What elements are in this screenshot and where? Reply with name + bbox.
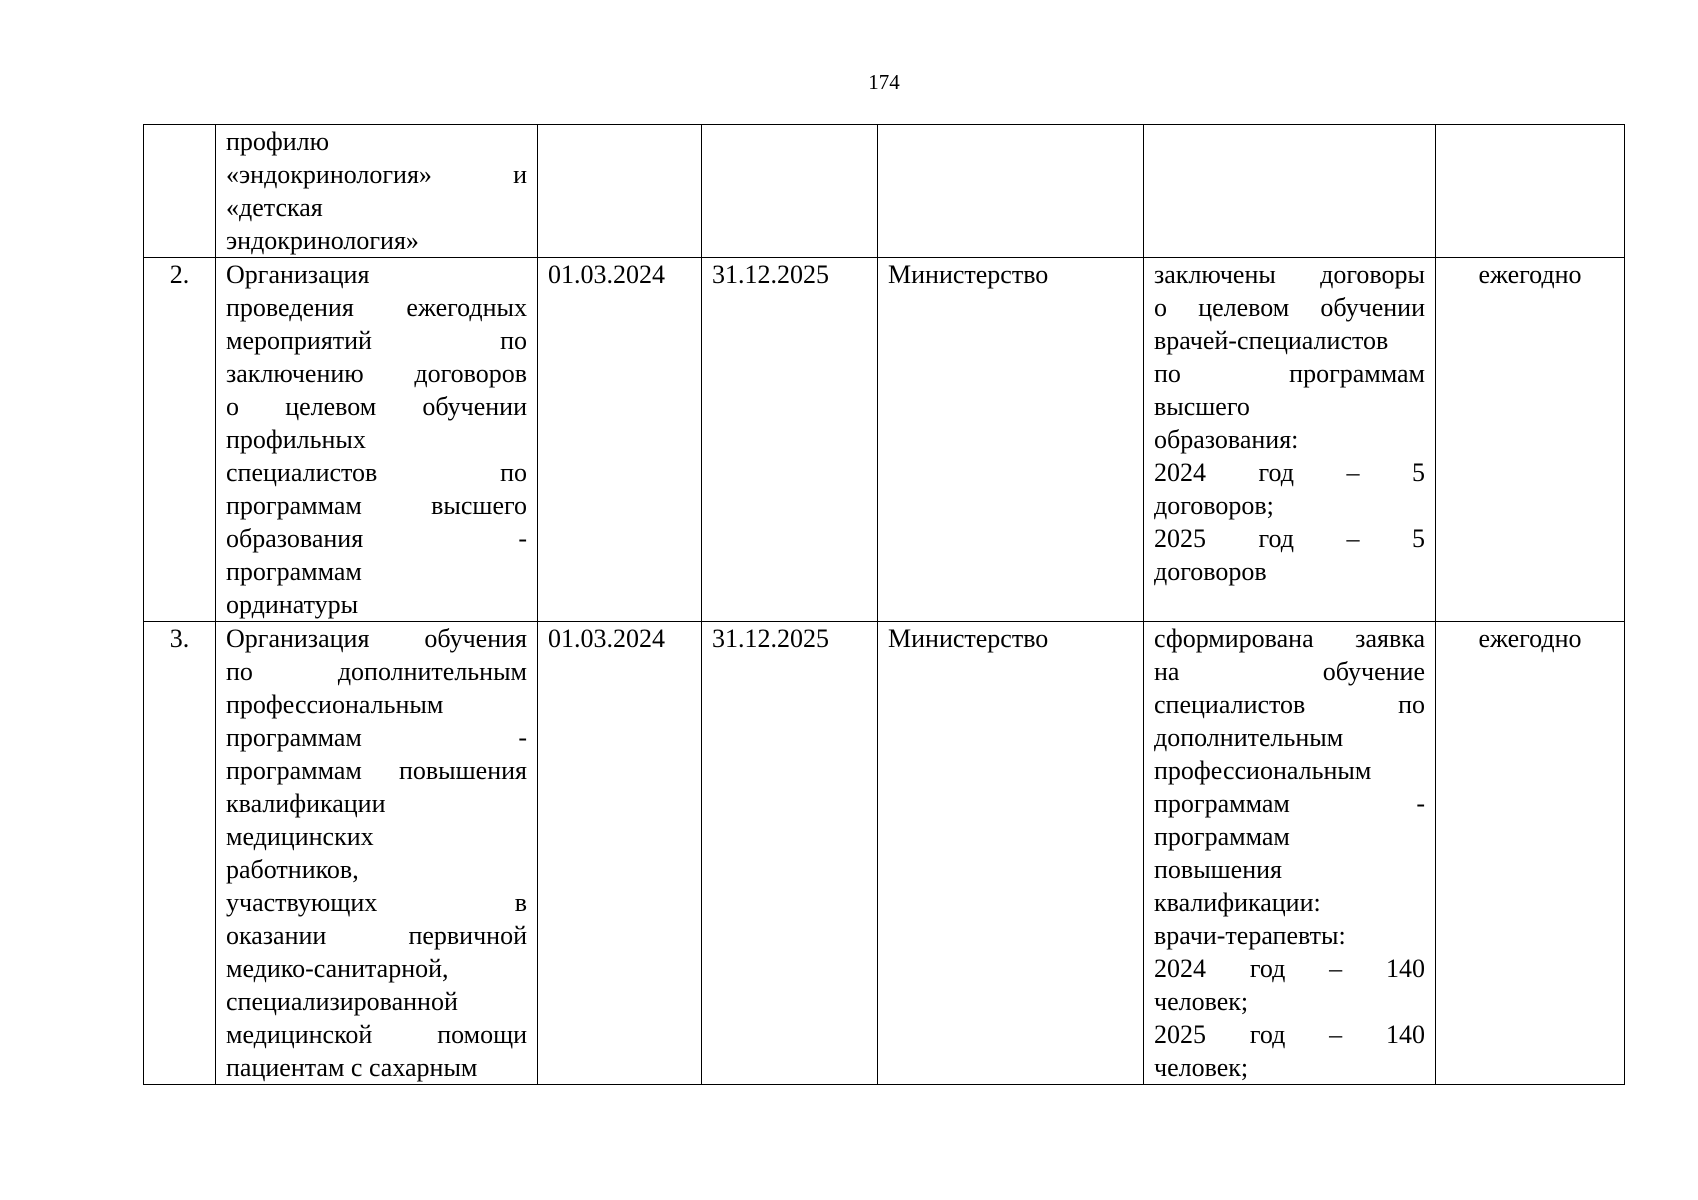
activity-description-line: Организация xyxy=(226,260,370,289)
row-number-cell xyxy=(144,125,216,258)
activity-description-line: образования - xyxy=(226,524,527,553)
activity-description-line: программам - xyxy=(226,723,527,752)
activity-description-cell xyxy=(216,125,538,258)
activity-description-line: по дополнительным xyxy=(226,657,527,686)
activity-description-line: эндокринология» xyxy=(226,226,419,255)
expected-result-line: программам - xyxy=(1154,789,1425,818)
expected-result-line: договоров; xyxy=(1154,491,1274,520)
page-number: 174 xyxy=(868,70,900,94)
expected-result-line: 2024 год – 140 xyxy=(1154,954,1425,983)
expected-result-line: специалистов по xyxy=(1154,690,1425,719)
start-date-cell: 01.03.2024 xyxy=(538,622,702,1085)
row-number-cell: 3. xyxy=(144,622,216,1085)
activity-description-cell xyxy=(216,622,538,1085)
activity-description-line: медицинской помощи xyxy=(226,1020,527,1049)
expected-result-line: 2025 год – 140 xyxy=(1154,1020,1425,1049)
activity-description-line: специалистов по xyxy=(226,458,527,487)
executor-cell xyxy=(878,125,1144,258)
activity-description-line: профильных xyxy=(226,425,366,454)
expected-result-line: человек; xyxy=(1154,987,1249,1016)
executor-cell: Министерство xyxy=(878,258,1144,622)
activity-description-line: медицинских xyxy=(226,822,374,851)
expected-result-line: образования: xyxy=(1154,425,1299,454)
row-number-cell: 2. xyxy=(144,258,216,622)
end-date-cell: 31.12.2025 xyxy=(702,258,878,622)
expected-result-line: по программам xyxy=(1154,359,1425,388)
expected-result-line: о целевом обучении xyxy=(1154,293,1425,322)
executor-cell: Министерство xyxy=(878,622,1144,1085)
table-row xyxy=(144,258,1625,622)
activity-description-line: проведения ежегодных xyxy=(226,293,527,322)
activity-description-line: мероприятий по xyxy=(226,326,527,355)
start-date-cell xyxy=(538,125,702,258)
expected-result-line: договоров xyxy=(1154,557,1267,586)
activity-description-line: профессиональным xyxy=(226,690,444,719)
expected-result-cell xyxy=(1144,622,1436,1085)
expected-result-line: квалификации: xyxy=(1154,888,1321,917)
table-row xyxy=(144,125,1625,258)
expected-result-line: человек; xyxy=(1154,1053,1249,1082)
table-row xyxy=(144,622,1625,1085)
expected-result-line: 2025 год – 5 xyxy=(1154,524,1425,553)
activity-description-line: ординатуры xyxy=(226,590,359,619)
frequency-cell: ежегодно xyxy=(1436,258,1625,622)
frequency-cell xyxy=(1436,125,1625,258)
activity-description-cell xyxy=(216,258,538,622)
activity-description-line: профилю xyxy=(226,127,330,156)
expected-result-line: 2024 год – 5 xyxy=(1154,458,1425,487)
activity-description-line: программам повышения xyxy=(226,756,527,785)
end-date-cell: 31.12.2025 xyxy=(702,622,878,1085)
activity-description-line: программам xyxy=(226,557,362,586)
activity-description-line: о целевом обучении xyxy=(226,392,527,421)
expected-result-line: дополнительным xyxy=(1154,723,1344,752)
end-date-cell xyxy=(702,125,878,258)
activity-description-line: участвующих в xyxy=(226,888,527,917)
activity-description-line: пациентам с сахарным xyxy=(226,1053,478,1082)
expected-result-line: врачей-специалистов xyxy=(1154,326,1389,355)
activity-description-line: заключению договоров xyxy=(226,359,527,388)
frequency-cell: ежегодно xyxy=(1436,622,1625,1085)
expected-result-cell xyxy=(1144,258,1436,622)
expected-result-line: высшего xyxy=(1154,392,1250,421)
activity-description-line: специализированной xyxy=(226,987,458,1016)
expected-result-line: заключены договоры xyxy=(1154,260,1425,289)
activity-description-line: оказании первичной xyxy=(226,921,527,950)
activity-description-line: программам высшего xyxy=(226,491,527,520)
activity-description-line: «детская xyxy=(226,193,323,222)
start-date-cell: 01.03.2024 xyxy=(538,258,702,622)
activity-description-line: работников, xyxy=(226,855,359,884)
expected-result-line: программам xyxy=(1154,822,1290,851)
expected-result-line: на обучение xyxy=(1154,657,1425,686)
activity-description-line: «эндокринология» и xyxy=(226,160,527,189)
activity-description-line: медико-санитарной, xyxy=(226,954,449,983)
expected-result-line: врачи-терапевты: xyxy=(1154,921,1346,950)
activity-description-line: Организация обучения xyxy=(226,624,527,653)
plan-table xyxy=(143,124,1625,1085)
expected-result-line: профессиональным xyxy=(1154,756,1372,785)
expected-result-line: сформирована заявка xyxy=(1154,624,1425,653)
expected-result-line: повышения xyxy=(1154,855,1283,884)
expected-result-cell xyxy=(1144,125,1436,258)
activity-description-line: квалификации xyxy=(226,789,386,818)
